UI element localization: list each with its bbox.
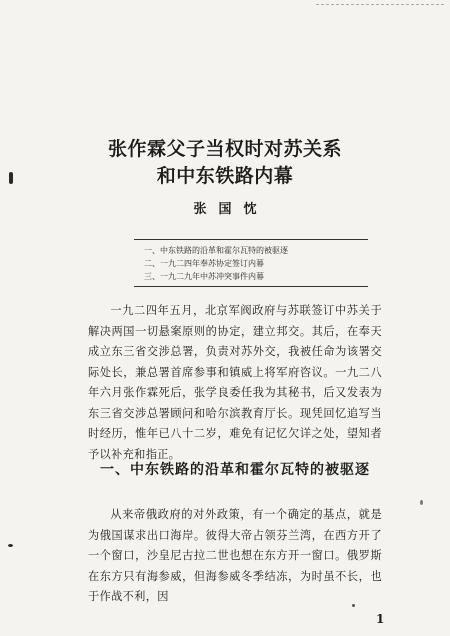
table-of-contents [134,239,368,287]
scan-edge-dots [316,4,444,9]
toc-item: 一、中东铁路的沿革和霍尔瓦特的被驱逐 [144,246,288,255]
article-title-line-2: 和中东铁路内幕 [156,165,294,187]
section-heading: 一、中东铁路的沿革和霍尔瓦特的被驱逐 [100,462,370,478]
page-number: 1 [376,612,385,626]
author-name: 张国忱 [193,202,269,217]
article-title-line-1: 张作霖父子当权时对苏关系 [107,138,342,160]
toc-item: 二、一九二四年奉苏协定签订内幕 [144,259,264,268]
scan-mark [8,544,13,547]
intro-paragraph: 一九二四年五月，北京军阀政府与苏联签订中苏关于解决两国一切悬案原则的协定，建立邦交。其后，在奉天成立东三省交涉总署，负责对苏外交，我被任命为该署交际处长，兼总署首席参事和镇威上将军府咨议。一九二八年六月张作霖死后，张学良委任我为其秘书，后又发表为东三省交涉总署顾问和哈尔滨教育厅长。现凭回忆追写当时经历，惟年已八十二岁，难免有记忆欠详之处，望知者予以补充和指正。 [88,304,382,461]
toc-item: 三、一九二九年中苏冲突事件内幕 [144,272,264,281]
scan-mark [420,500,423,505]
section-paragraph: 从来帝俄政府的对外政策，有一个确定的基点，就是为俄国谋求出口海岸。彼得大帝占领芬兰湾，在西方开了一个窗口，沙皇尼古拉二世也想在东方开一窗口。俄罗斯在东方只有海参威，但海参威冬季结冻，为时虽不长，也于作战不利，因 [88,508,382,603]
